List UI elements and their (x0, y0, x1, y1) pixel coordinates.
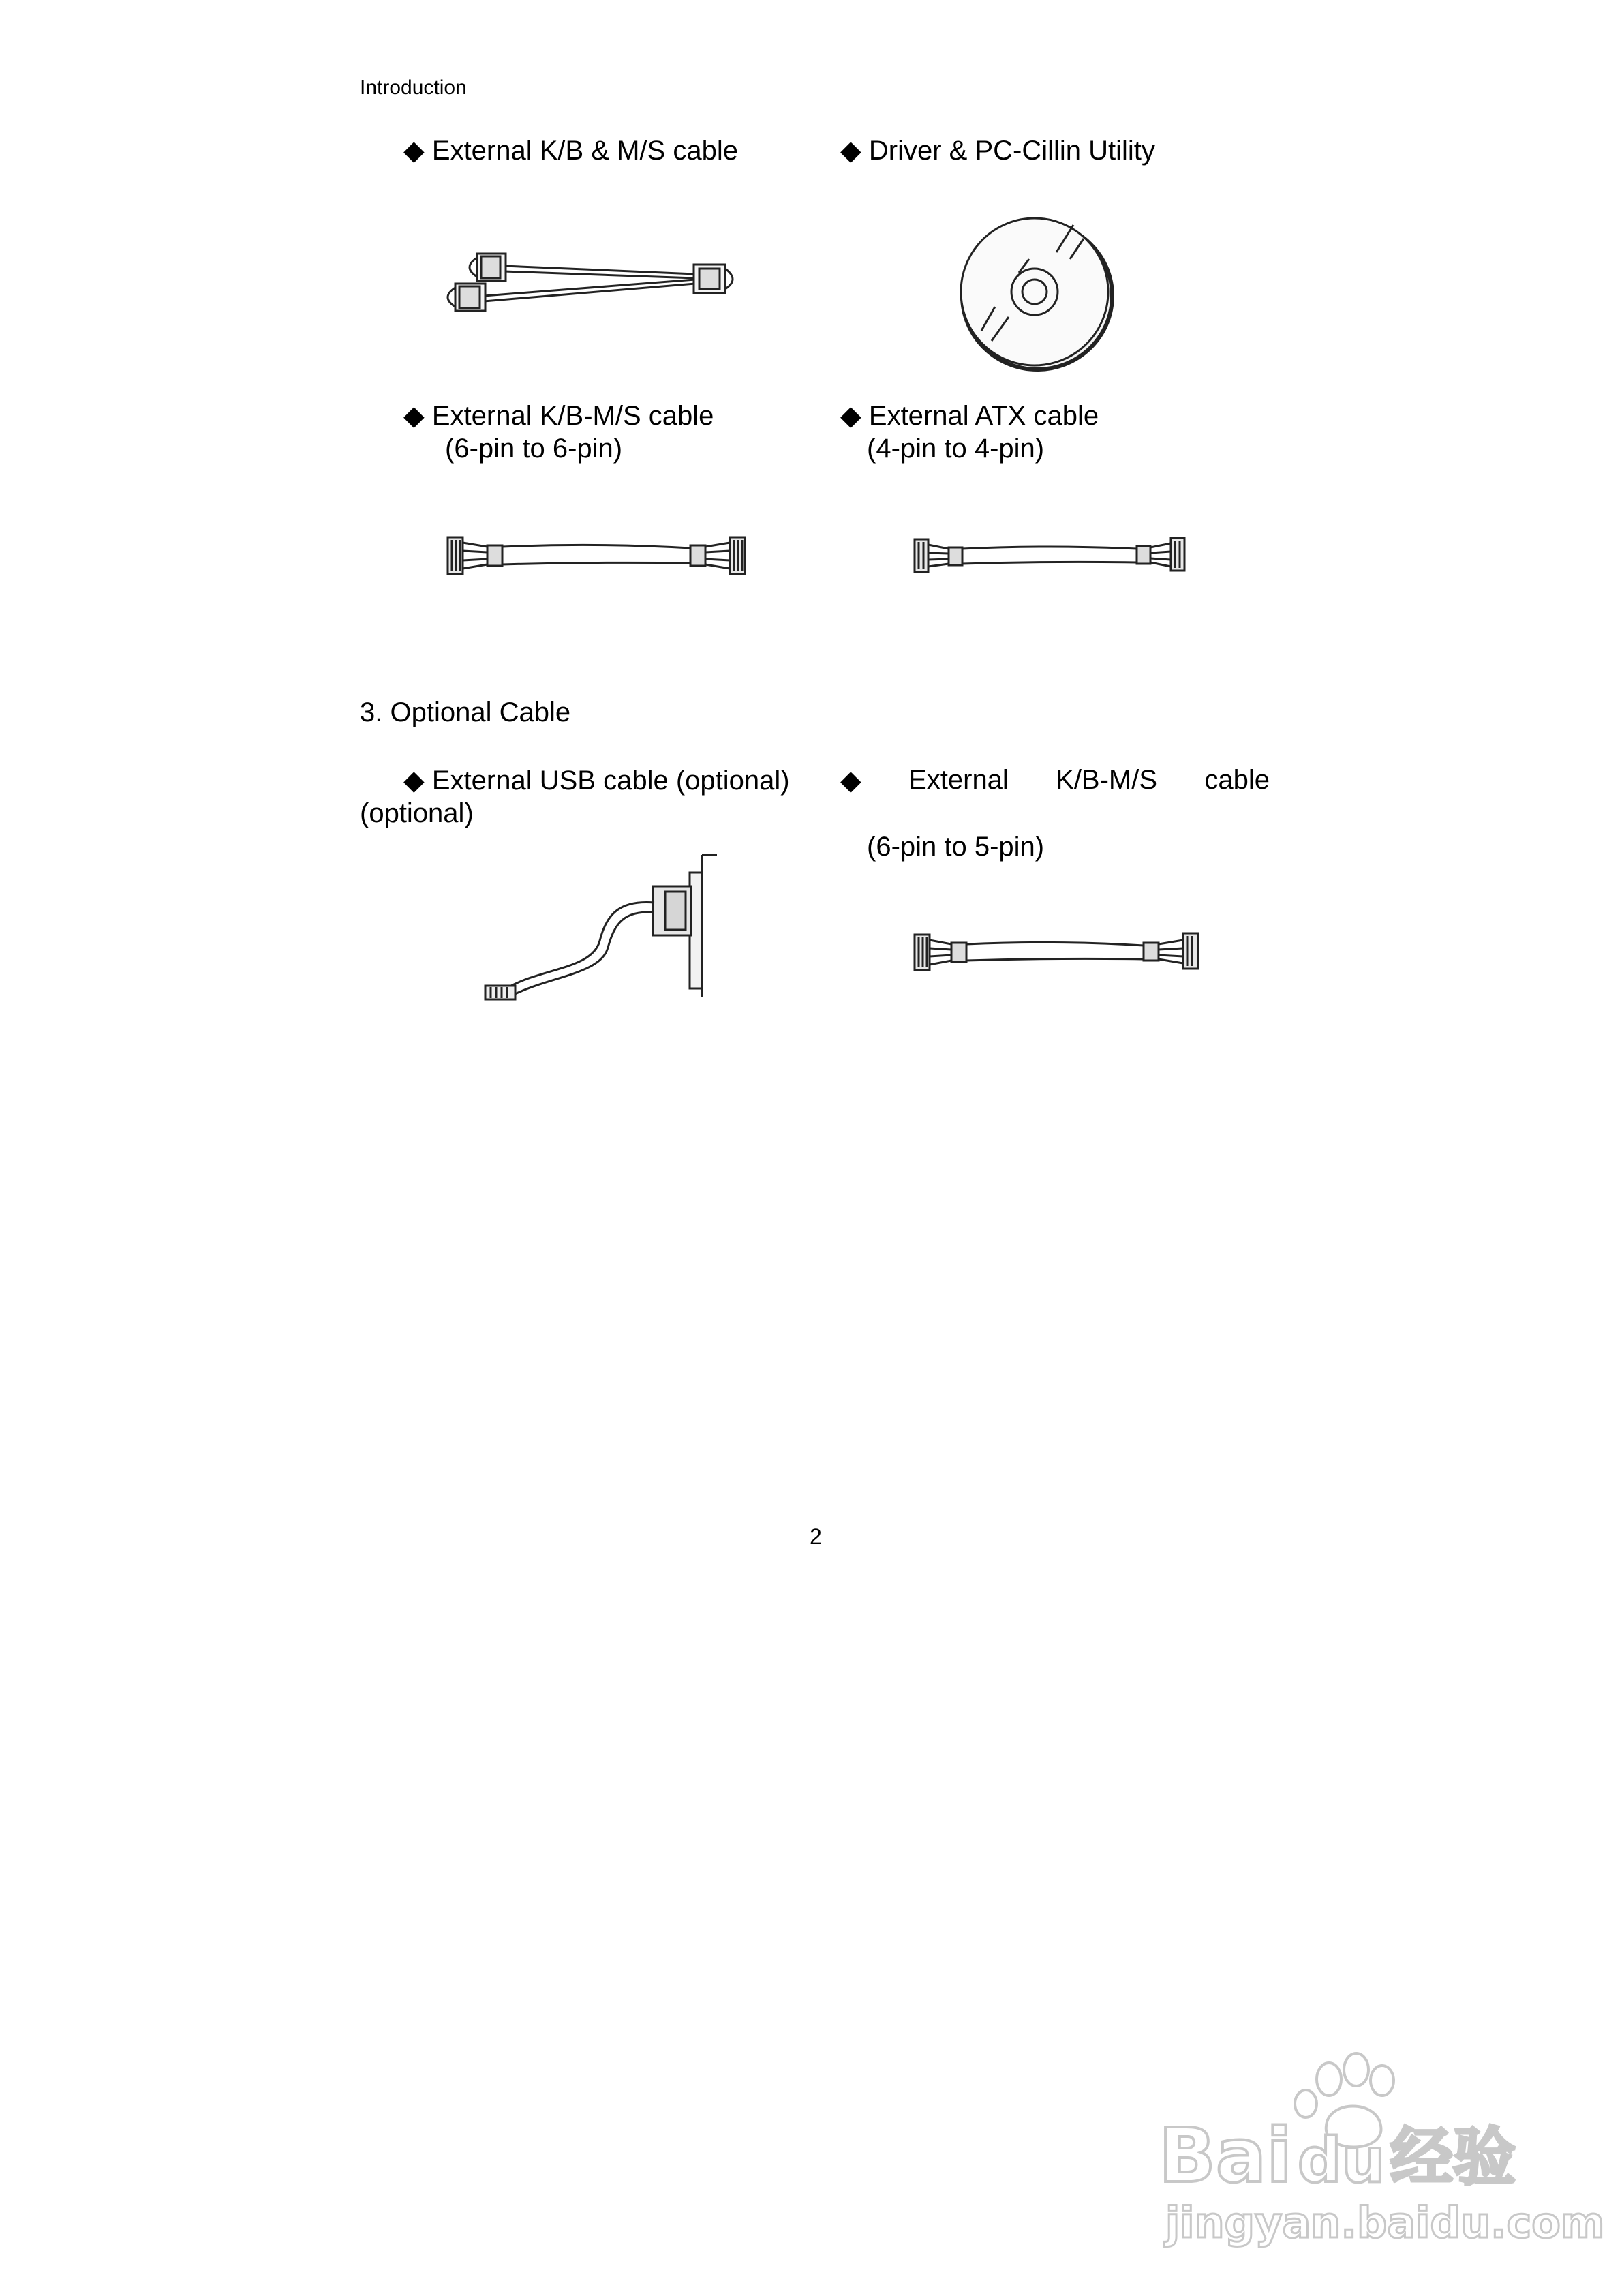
kb-ms-6pin-cable-illustration (446, 532, 746, 579)
item-word: External (908, 765, 1009, 795)
item-word: K/B-M/S (1056, 765, 1158, 795)
item-label: External K/B-M/S cable (431, 401, 714, 431)
item-atx-cable (840, 400, 1099, 432)
bullet-diamond-icon: ◆ (403, 136, 425, 166)
item-kb-ms-6pin (403, 400, 714, 432)
item-word: cable (1204, 765, 1270, 795)
driver-cd-icon (954, 211, 1118, 375)
item-usb-cable (403, 765, 790, 796)
bullet-diamond-icon: ◆ (840, 401, 861, 431)
item-label: Driver & PC-Cillin Utility (868, 136, 1155, 166)
running-header: Introduction (360, 76, 467, 99)
atx-4pin-cable-illustration (913, 535, 1186, 576)
page-number: 2 (810, 1524, 822, 1549)
baidu-jingyan-watermark-logo (1152, 2045, 1605, 2250)
svg-text:Bai: Bai (1159, 2112, 1292, 2199)
bullet-diamond-icon: ◆ (403, 401, 425, 431)
bullet-diamond-icon: ◆ (840, 136, 861, 166)
item-label: External USB cable (optional) (431, 766, 790, 796)
bullet-diamond-icon: ◆ (840, 766, 861, 796)
svg-text:du: du (1298, 2125, 1386, 2196)
kb-ms-5pin-cable-illustration (913, 931, 1199, 974)
section-heading: 3. Optional Cable (360, 697, 571, 727)
bullet-diamond-icon: ◆ (403, 766, 425, 796)
item-label: External ATX cable (868, 401, 1099, 431)
svg-text:经验: 经验 (1390, 2121, 1516, 2194)
item-kb-ms-6pin-sub: (6-pin to 6-pin) (445, 434, 623, 464)
usb-bracket-cable-illustration (470, 852, 729, 1023)
svg-text:jingyan.baidu.com: jingyan.baidu.com (1165, 2198, 1605, 2248)
item-driver-utility (840, 135, 1155, 166)
kb-ms-y-cable-illustration (416, 239, 770, 320)
item-usb-cable-cont: (optional) (360, 798, 474, 828)
item-atx-cable-sub: (4-pin to 4-pin) (867, 434, 1045, 464)
item-kb-ms-5pin-sub: (6-pin to 5-pin) (867, 832, 1045, 862)
item-kb-ms-5pin (840, 765, 1270, 796)
item-label: External K/B & M/S cable (431, 136, 738, 166)
item-kb-ms-cable (403, 135, 738, 166)
